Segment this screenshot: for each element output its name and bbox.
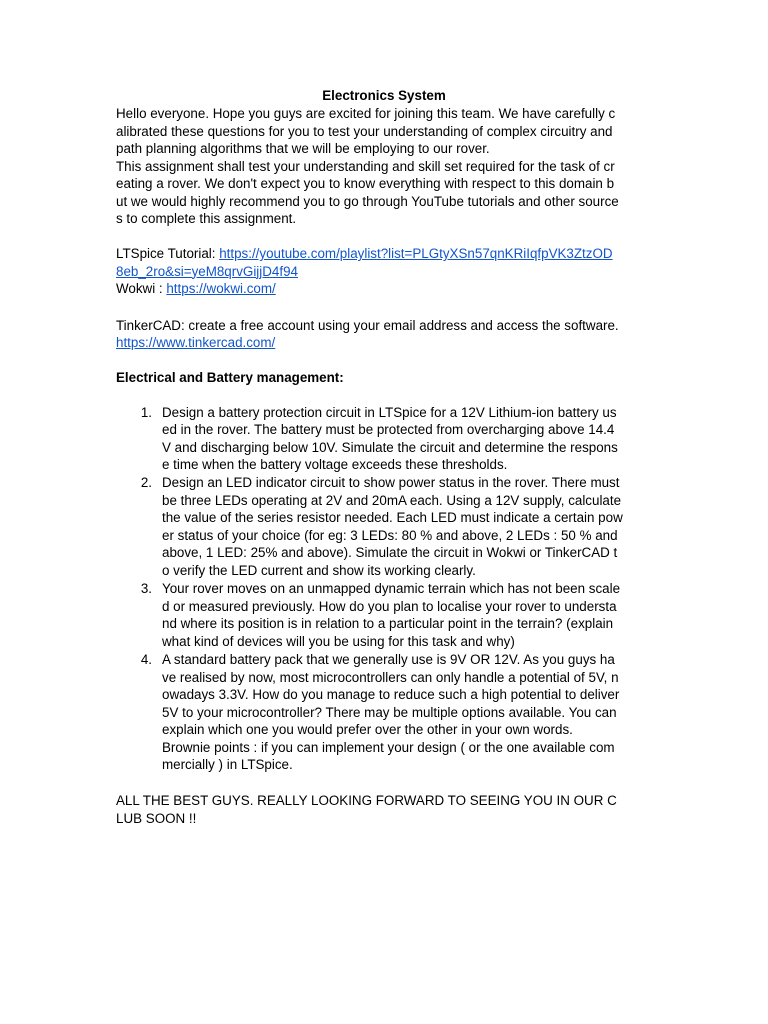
list-item-line: mercially ) in LTSpice.	[162, 757, 293, 772]
list-item-line: nd where its position is in relation to a particular point in the terrain? (explain	[162, 616, 614, 631]
list-item-line: what kind of devices will you be using for this task and why)	[162, 633, 515, 649]
closing-line: ALL THE BEST GUYS. REALLY LOOKING FORWARD TO SEEING YOU IN OUR C	[116, 793, 617, 808]
intro-line: This assignment shall test your understanding and skill set required for the task of cr	[116, 158, 615, 174]
ltspice-tutorial-line	[116, 245, 613, 263]
intro-line: s to complete this assignment.	[116, 211, 297, 226]
list-item-line: V and discharging below 10V. Simulate the circuit and determine the respons	[162, 439, 618, 455]
list-item-line: o verify the LED current and show its working clearly.	[162, 562, 476, 578]
wokwi-link[interactable]: https://wokwi.com/	[166, 281, 276, 296]
list-item-line: owadays 3.3V. How do you manage to reduce such a high potential to deliver	[162, 687, 620, 702]
list-item-line: 5V to your microcontroller? There may be multiple options available. You can	[162, 704, 617, 720]
list-item-line: above, 1 LED: 25% and above). Simulate the circuit in Wokwi or TinkerCAD t	[162, 545, 618, 560]
list-item-line: d or measured previously. How do you plan to localise your rover to understa	[162, 598, 617, 614]
intro-line: eating a rover. We don't expect you to know everything with respect to this domain b	[116, 176, 615, 191]
list-item-number: 1.	[140, 404, 152, 420]
list-item-line: ve realised by now, most microcontrollers can only handle a potential of 5V, n	[162, 669, 619, 685]
list-item-line: the value of the series resistor needed. Each LED must indicate a certain pow	[162, 510, 623, 525]
tinkercad-text: TinkerCAD: create a free account using your email address and access the software.	[116, 317, 619, 333]
list-item-number: 4.	[140, 652, 152, 667]
wokwi-label: Wokwi :	[116, 281, 167, 296]
list-item-line: Your rover moves on an unmapped dynamic terrain which has not been scale	[162, 581, 621, 596]
ltspice-label: LTSpice Tutorial:	[116, 246, 220, 261]
list-item-line: Brownie points : if you can implement your design ( or the one available com	[162, 739, 615, 755]
intro-line: Hello everyone. Hope you guys are excited for joining this team. We have carefully c	[116, 106, 616, 121]
document-title: Electronics System	[322, 88, 446, 103]
intro-line: path planning algorithms that we will be employing to our rover.	[116, 141, 490, 156]
list-item-line: Design an LED indicator circuit to show power status in the rover. There must	[162, 475, 620, 490]
list-item-line: e time when the battery voltage exceeds these thresholds.	[162, 457, 508, 472]
list-item-line: er status of your choice (for eg: 3 LEDs: 80 % and above, 2 LEDs : 50 % and	[162, 527, 618, 543]
list-item-number: 3.	[140, 581, 152, 596]
ltspice-tutorial-link-continued[interactable]: 8eb_2ro&si=yeM8qrvGijjD4f94	[116, 263, 298, 279]
list-item-line: ed in the rover. The battery must be protected from overcharging above 14.4	[162, 422, 615, 437]
list-item-line: Design a battery protection circuit in LTSpice for a 12V Lithium-ion battery us	[162, 404, 617, 420]
intro-line: alibrated these questions for you to test your understanding of complex circuitry and	[116, 123, 613, 139]
section-heading: Electrical and Battery management:	[116, 370, 344, 385]
list-item-line: A standard battery pack that we generally use is 9V OR 12V. As you guys ha	[162, 652, 615, 667]
list-item-line: explain which one you would prefer over the other in your own words.	[162, 722, 573, 737]
list-item-line: be three LEDs operating at 2V and 20mA each. Using a 12V supply, calculate	[162, 492, 622, 508]
list-item-number: 2.	[140, 475, 152, 490]
tinkercad-link[interactable]: https://www.tinkercad.com/	[116, 335, 276, 350]
wokwi-line	[116, 280, 276, 298]
intro-line: ut we would highly recommend you to go through YouTube tutorials and other source	[116, 193, 619, 209]
ltspice-tutorial-link[interactable]: https://youtube.com/playlist?list=PLGtyXSn57qnKRiIqfpVK3ZtzOD	[219, 246, 613, 261]
closing-line: LUB SOON !!	[116, 810, 197, 826]
